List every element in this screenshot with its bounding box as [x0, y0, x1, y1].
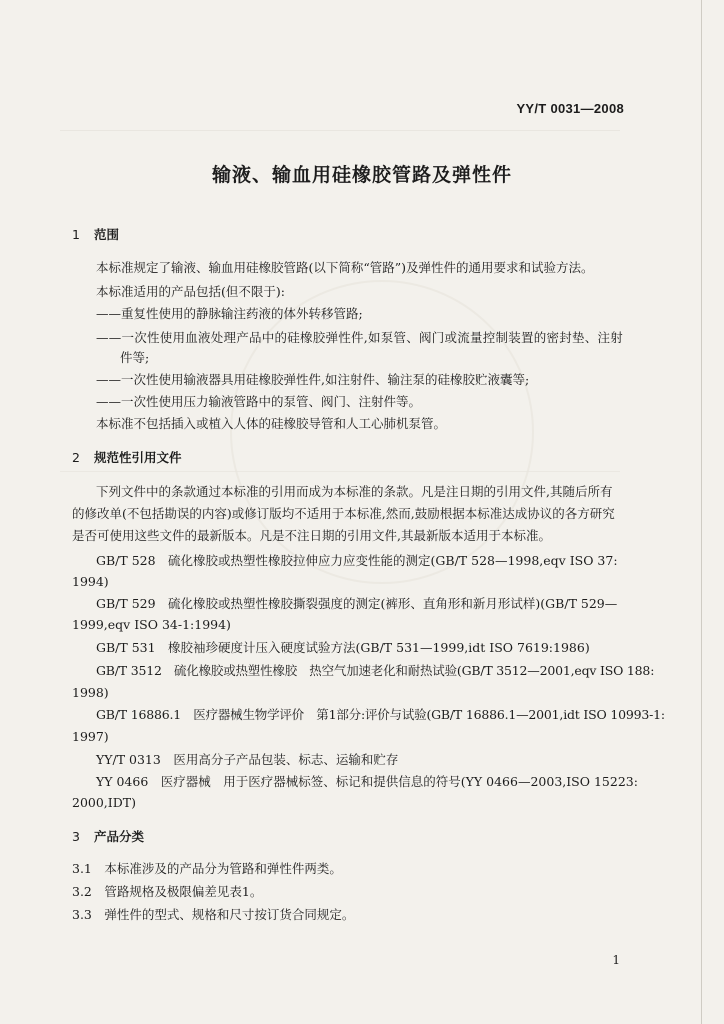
reference-continuation: 1997) — [72, 729, 109, 744]
list-item: ——一次性使用血液处理产品中的硅橡胶弹性件,如泵管、阀门或流量控制装置的密封垫、注射 — [96, 330, 623, 345]
reference-line: GB/T 3512 硫化橡胶或热塑性橡胶 热空气加速老化和耐热试验(GB/T 3512—2001,eqv ISO 188: — [96, 663, 655, 678]
list-item: ——重复性使用的静脉输注药液的体外转移管路; — [96, 306, 363, 321]
page-number: 1 — [612, 953, 620, 967]
paragraph-line: 是否可使用这些文件的最新版本。凡是不注日期的引用文件,其最新版本适用于本标准。 — [72, 528, 551, 543]
list-item-continuation: 件等; — [120, 350, 150, 365]
reference-continuation: 1998) — [72, 685, 109, 700]
paragraph-line: 本标准适用的产品包括(但不限于): — [96, 284, 285, 299]
scan-edge-line — [701, 0, 702, 1024]
reference-line: YY 0466 医疗器械 用于医疗器械标签、标记和提供信息的符号(YY 0466—2003,ISO 15223: — [96, 774, 638, 789]
paragraph-line: 的修改单(不包括勘误的内容)或修订版均不适用于本标准,然而,鼓励根据本标准达成协议的各方研究 — [72, 506, 615, 521]
list-item: ——一次性使用压力输液管路中的泵管、阀门、注射件等。 — [96, 394, 422, 409]
paragraph-line: 本标准不包括插入或植入人体的硅橡胶导管和人工心肺机泵管。 — [96, 416, 447, 431]
list-item: ——一次性使用输液器具用硅橡胶弹性件,如注射件、输注泵的硅橡胶贮液囊等; — [96, 372, 530, 387]
section-title: 范围 — [94, 227, 120, 242]
section-3-heading — [72, 827, 144, 845]
paragraph-line: 下列文件中的条款通过本标准的引用而成为本标准的条款。凡是注日期的引用文件,其随后所有 — [96, 484, 613, 499]
reference-line: GB/T 529 硫化橡胶或热塑性橡胶撕裂强度的测定(裤形、直角形和新月形试样)(GB/T 529— — [96, 596, 618, 611]
clause-line: 3.2 管路规格及极限偏差见表1。 — [72, 884, 263, 899]
section-number: 1 — [72, 227, 80, 242]
reference-line: YY/T 0313 医用高分子产品包装、标志、运输和贮存 — [96, 752, 399, 767]
paragraph-line: 本标准规定了输液、输血用硅橡胶管路(以下简称“管路”)及弹性件的通用要求和试验方法。 — [96, 260, 594, 275]
document-title: 输液、输血用硅橡胶管路及弹性件 — [211, 164, 512, 186]
clause-line: 3.1 本标准涉及的产品分为管路和弹性件两类。 — [72, 861, 342, 876]
clause-line: 3.3 弹性件的型式、规格和尺寸按订货合同规定。 — [72, 907, 355, 922]
standard-number: YY/T 0031—2008 — [516, 101, 624, 116]
reference-continuation: 2000,IDT) — [72, 795, 136, 810]
reference-line: GB/T 531 橡胶袖珍硬度计压入硬度试验方法(GB/T 531—1999,idt ISO 7619:1986) — [96, 640, 590, 655]
section-number: 3 — [72, 829, 80, 844]
section-2-heading — [72, 448, 182, 466]
reference-line: GB/T 528 硫化橡胶或热塑性橡胶拉伸应力应变性能的测定(GB/T 528—1998,eqv ISO 37: — [96, 553, 618, 568]
section-title: 规范性引用文件 — [94, 450, 182, 465]
section-title: 产品分类 — [94, 829, 145, 844]
section-number: 2 — [72, 450, 80, 465]
reference-continuation: 1994) — [72, 574, 109, 589]
reference-continuation: 1999,eqv ISO 34-1:1994) — [72, 617, 231, 632]
reference-line: GB/T 16886.1 医疗器械生物学评价 第1部分:评价与试验(GB/T 16886.1—2001,idt ISO 10993-1: — [96, 707, 665, 722]
section-1-heading — [72, 225, 119, 243]
